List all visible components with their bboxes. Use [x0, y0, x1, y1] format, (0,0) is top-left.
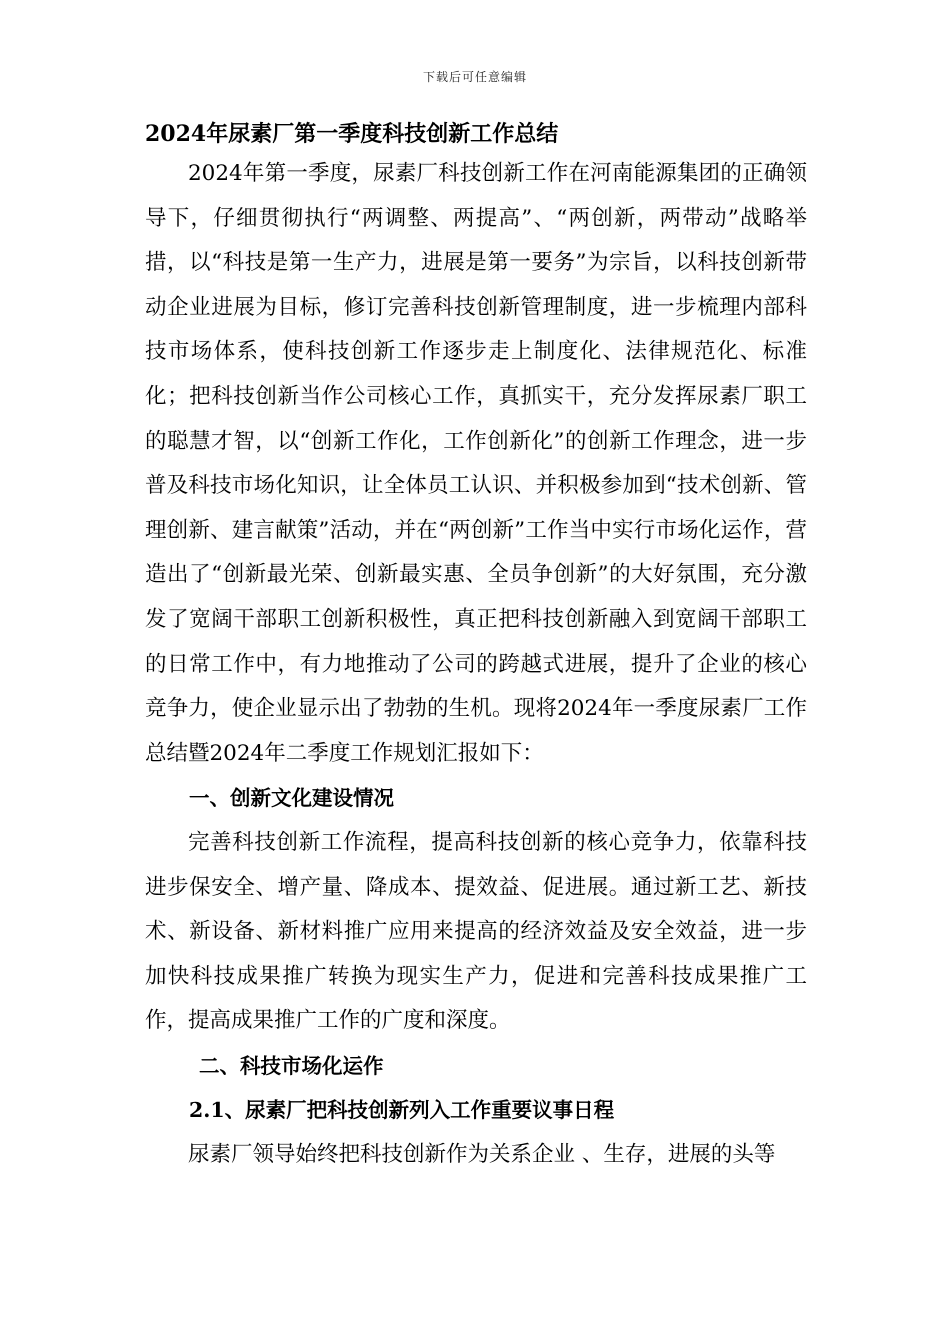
section-2-1-paragraph: 尿素厂领导始终把科技创新作为关系企业 、生存，进展的头等: [188, 1142, 776, 1168]
intro-paragraph: 2024年第一季度，尿素厂科技创新工作在河南能源集团的正确领导下，仔细贯彻执行“两调整、两提高”、“两创新，两带动”战略举措，以“科技是第一生产力，进展是第一要务”为宗旨，以科技创新带动企业进展为目标，修订完善科技创新管理制度，进一步梳理内部科技市场体系，使科技创新工作逐步走上制度化、法律规范化、标准化；把科技创新当作公司核心工作，真抓实干，充分发挥尿素厂职工的聪慧才智，以“创新工作化，工作创新化”的创新工作理念，进一步普及科技市场化知识，让全体员工认识、并积极参加到“技术创新、管理创新、建言献策”活动，并在“两创新”工作当中实行市场化运作，营造出了“创新最光荣、创新最实惠、全员争创新”的大好氛围，充分激发了宽阔干部职工创新积极性，真正把科技创新融入到宽阔干部职工的日常工作中，有力地推动了公司的跨越式进展，提升了企业的核心竞争力，使企业显示出了勃勃的生机。现将2024年一季度尿素厂工作总结暨2024年二季度工作规划汇报如下：: [145, 161, 807, 766]
section-2-1-heading: 2.1、尿素厂把科技创新列入工作重要议事日程: [189, 1098, 615, 1123]
section-1-heading: 一、创新文化建设情况: [189, 786, 394, 811]
document-title: 2024年尿素厂第一季度科技创新工作总结: [145, 121, 559, 147]
header-note: 下载后可任意编辑: [422, 70, 527, 84]
document-body: [145, 116, 807, 1178]
section-2-heading: 二、科技市场化运作: [199, 1053, 384, 1078]
section-1-paragraph: 完善科技创新工作流程，提高科技创新的核心竞争力，依靠科技进步保安全、增产量、降成本、提效益、促进展。通过新工艺、新技术、新设备、新材料推广应用来提高的经济效益及安全效益，进一步加快科技成果推广转换为现实生产力，促进和完善科技成果推广工作，提高成果推广工作的广度和深度。: [145, 829, 807, 1034]
